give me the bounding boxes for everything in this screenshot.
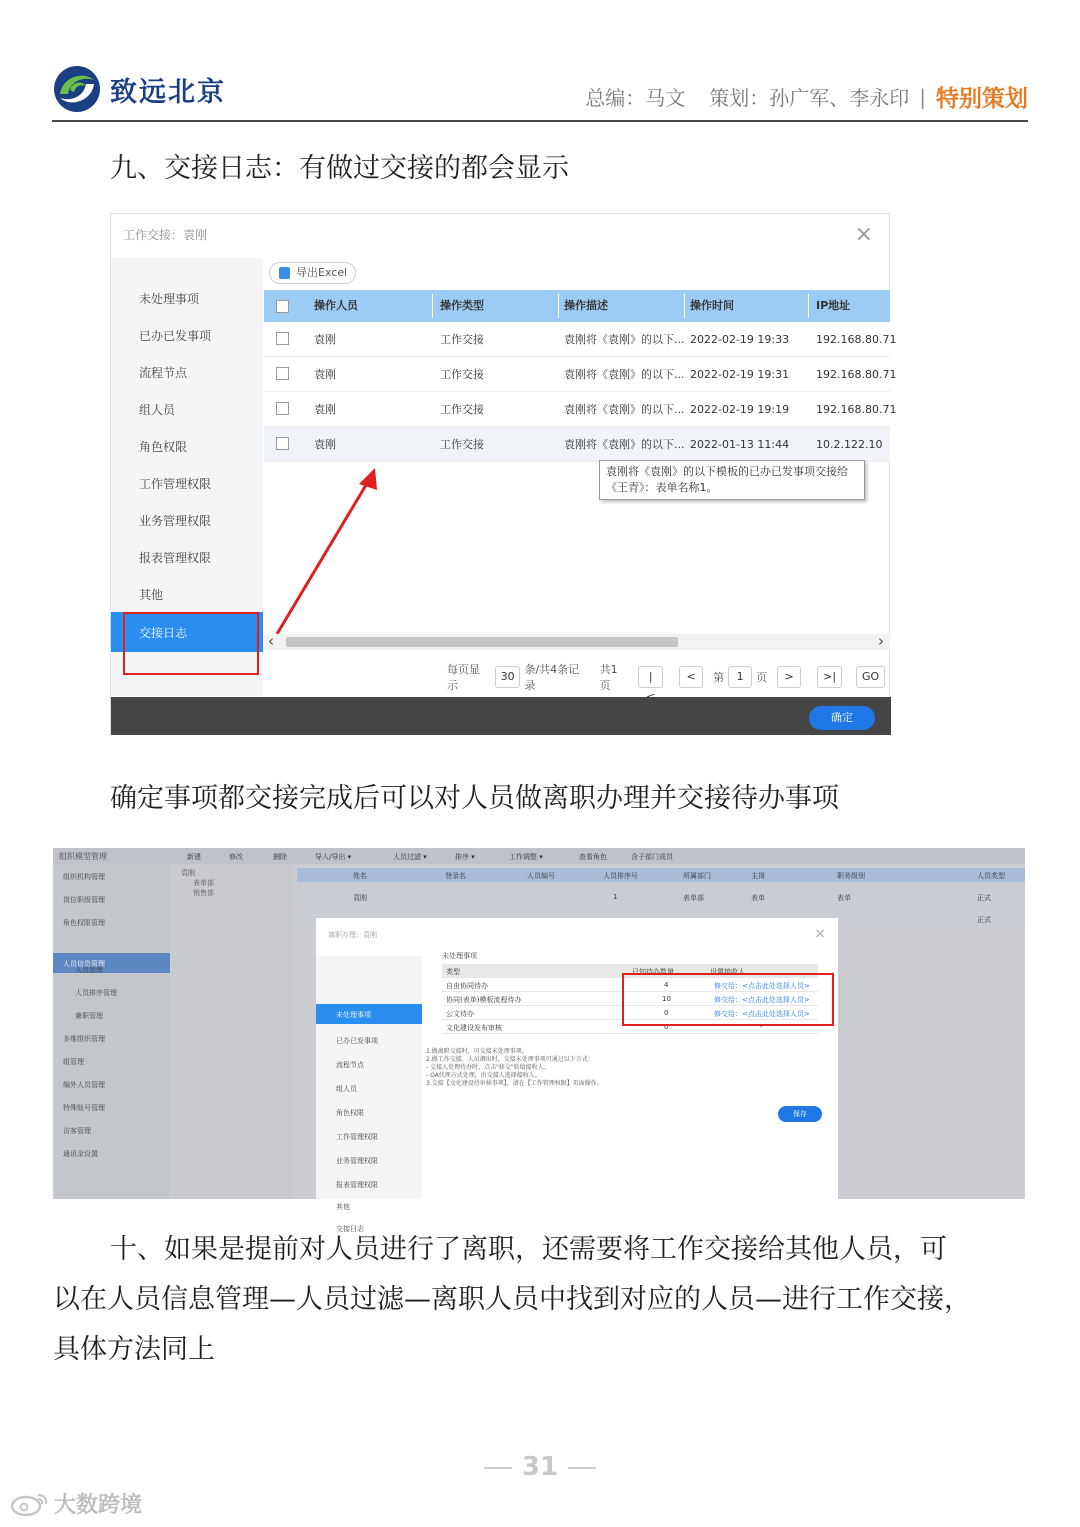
page-suffix: 页 [756,671,768,684]
paragraph-10-line1: 十、如果是提前对人员进行了离职，还需要将工作交接给其他人员，可 [110,1234,947,1265]
go-button[interactable]: GO [856,666,885,688]
nav-item[interactable]: 岗位职级管理 [63,896,105,904]
operator-cell: 袁刚 [314,403,336,416]
sidebar-item[interactable]: 组人员 [139,403,176,417]
column-header: 人员类型 [977,872,1005,880]
weibo-icon [10,1491,50,1517]
table-row[interactable]: 袁刚 1 表单部 表单 表单 正式 [297,888,1025,906]
time-cell: 2022-02-19 19:31 [690,368,790,381]
nav-item[interactable]: 角色权限管理 [63,919,105,927]
type-cell: 工作交接 [440,438,484,451]
column-header: 操作时间 [690,299,734,312]
nav-item[interactable]: 组织机构管理 [63,873,105,881]
nav-item[interactable]: 编外人员管理 [63,1081,105,1089]
table-row[interactable]: 正式 [297,910,1025,928]
column-header: 操作类型 [440,299,484,312]
pages-label: 共1页 [599,663,618,692]
sidebar-item-label: 交接日志 [139,626,188,640]
save-button[interactable]: 保存 [778,1106,822,1122]
toolbar-button[interactable]: 修改 [229,853,243,861]
modal-sidebar-item[interactable]: 报表管理权限 [336,1181,378,1189]
app-title: 组织模型管理 [59,852,107,861]
toolbar-button[interactable]: 查看角色 [579,853,607,861]
special-label: 特别策划 [936,86,1028,112]
highlight-box [123,612,259,675]
records-label: 条/共4条记录 [524,663,580,692]
org-tree [171,864,293,1199]
column-header: 人员编号 [527,872,555,880]
row-checkbox[interactable] [276,332,289,345]
modal-sidebar-item[interactable]: 已办已发事项 [336,1037,378,1045]
tree-node[interactable]: 表单部 [193,879,214,887]
logo-text: 致远北京 [110,76,226,108]
first-page-button[interactable]: | [638,666,663,688]
toolbar-button[interactable]: 新建 [187,853,201,861]
operator-cell: 袁刚 [314,333,336,346]
sidebar-item[interactable]: 流程节点 [139,366,188,380]
column-header: 姓名 [353,872,367,880]
column-header: 操作人员 [314,299,358,312]
column-header: 所属部门 [683,872,711,880]
table-row: 自由协同待办 4 修交给：<点击此处选择人员> [442,978,818,992]
modal-title: 离职办理：袁刚 [328,931,377,939]
header-credits [585,80,1028,113]
nav-item[interactable]: 特殊账号管理 [63,1104,105,1112]
people-table-header [297,868,1025,882]
select-receiver-link[interactable]: 修交给：<点击此处选择人员> [714,1010,810,1018]
toolbar-button[interactable]: 人员过滤 ▾ [393,853,427,861]
horizontal-scrollbar[interactable] [264,634,890,650]
page-prefix: 第 [713,671,725,684]
pagination [447,661,889,693]
red-arrow-icon [261,454,391,644]
app-toolbar [53,848,1025,864]
handover-log-screenshot [110,213,897,734]
export-excel-button[interactable]: 导出Excel [269,262,356,284]
prev-page-button[interactable]: < [679,666,703,688]
highlight-box [622,973,834,1026]
nav-item[interactable]: 通讯录设置 [63,1150,98,1158]
header-divider: | [919,84,926,109]
operator-cell: 袁刚 [314,438,336,451]
column-header: 人员排序号 [603,872,638,880]
time-cell: 2022-02-19 19:19 [690,403,790,416]
watermark-text: 大数跨境 [54,1493,143,1518]
paragraph-10-line2: 以在人员信息管理—人员过滤—离职人员中找到对应的人员—进行工作交接， [53,1284,971,1315]
toolbar-button[interactable]: 删除 [273,853,287,861]
table-row[interactable] [264,392,897,427]
table-row[interactable] [264,322,897,357]
nav-item[interactable]: 访客管理 [63,1127,91,1135]
scroll-thumb[interactable] [286,637,678,647]
tree-node[interactable]: 袁刚 [181,869,195,877]
modal-sidebar-item[interactable]: 角色权限 [336,1109,364,1117]
sidebar-item[interactable]: 其他 [139,588,164,602]
modal-sidebar-item[interactable]: 交接日志 [336,1225,364,1233]
table-header [264,290,890,322]
row-checkbox[interactable] [276,437,289,450]
close-icon[interactable]: × [814,926,826,942]
close-icon[interactable]: × [854,222,873,247]
select-receiver-link[interactable]: 修交给：<点击此处选择人员> [714,982,810,990]
sidebar-item[interactable]: 报表管理权限 [139,551,212,565]
modal-sidebar-item[interactable]: 业务管理权限 [336,1157,378,1165]
nav-item[interactable]: 组管理 [63,1058,84,1066]
modal-sidebar-item[interactable]: 工作管理权限 [336,1133,378,1141]
column-header: IP地址 [816,299,851,312]
toolbar-button[interactable]: 导入/导出 ▾ [315,853,352,861]
type-cell: 工作交接 [440,403,484,416]
column-header: 登录名 [445,872,466,880]
toolbar-button[interactable]: 工作调整 ▾ [509,853,543,861]
dialog-footer [111,697,891,735]
time-cell: 2022-01-13 11:44 [690,438,790,451]
table-row: 协同(表单)模板流程待办 10 修交给：<点击此处选择人员> [442,992,818,1006]
log-table [264,290,897,462]
last-page-button[interactable]: >| [817,666,842,688]
row-tooltip: 袁刚将《袁刚》的以下模板的已办已发事项交接给《王青》：表单名称1。 [599,460,865,500]
sidebar-item[interactable]: 角色权限 [139,440,188,454]
table-row[interactable] [264,357,897,392]
modal-sidebar [316,956,422,1233]
nav-subitem[interactable]: 兼职管理 [75,1012,103,1020]
nav-subitem[interactable]: 人员管理 [75,966,103,974]
dialog-title: 工作交接：袁刚 [123,228,208,242]
nav-item-active[interactable]: 人员信息管理 [53,953,170,973]
ip-cell: 192.168.80.71 [816,333,897,346]
ip-cell: 10.2.122.10 [816,438,883,451]
per-page-input[interactable]: 30 [495,666,521,688]
planner: 策划：孙广军、李永印 [709,86,910,110]
column-header: 主岗 [751,872,765,880]
logo [52,64,226,114]
modal-sidebar-item-active[interactable]: 未处理事项 [316,1004,422,1024]
confirm-button[interactable]: 确定 [809,706,875,730]
desc-cell: 袁刚将《袁刚》的以下... [564,403,685,416]
ip-cell: 192.168.80.71 [816,368,897,381]
resign-modal [316,918,838,1233]
row-checkbox[interactable] [276,402,289,415]
row-checkbox[interactable] [276,367,289,380]
sidebar-item[interactable]: 已办已发事项 [139,329,212,343]
page-header [52,62,1028,122]
sidebar-item[interactable]: 未处理事项 [139,292,200,306]
modal-sidebar-item[interactable]: 组人员 [336,1085,357,1093]
next-page-button[interactable]: > [777,666,801,688]
table-header: 类型 已知待办数量 设置接收人 [442,964,818,978]
resignation-screenshot [53,848,1025,1233]
type-cell: 工作交接 [440,333,484,346]
excel-icon [279,267,290,279]
select-all-checkbox[interactable] [276,300,289,313]
toolbar-button[interactable]: 排序 ▾ [455,853,475,861]
section-heading-9: 九、交接日志：有做过交接的都会显示 [110,153,569,184]
table-row: 公文待办 0 修交给：<点击此处选择人员> [442,1006,818,1020]
nav-item[interactable]: 多维组织管理 [63,1035,105,1043]
chief-editor: 总编：马文 [585,86,686,110]
logo-swirl-icon [52,64,102,114]
toolbar-checkbox[interactable]: 含子部门成员 [631,853,673,861]
column-header: 职务级别 [837,872,865,880]
sidebar-item[interactable]: 业务管理权限 [139,514,212,528]
sidebar-item[interactable]: 工作管理权限 [139,477,212,491]
scroll-left-icon[interactable]: ‹ [268,632,274,650]
paragraph-10-line3: 具体方法同上 [53,1334,215,1365]
table-row[interactable] [264,427,890,462]
desc-cell: 袁刚将《袁刚》的以下... [564,333,685,346]
scroll-right-icon[interactable]: › [878,632,884,650]
select-receiver-link[interactable]: 修交给：<点击此处选择人员> [714,996,810,1004]
per-page-label: 每页显示 [447,663,480,692]
section-title: 未处理事项 [442,952,477,960]
table-row: 文化建设发布审核 0 - [442,1020,818,1034]
time-cell: 2022-02-19 19:33 [690,333,790,346]
modal-sidebar-item[interactable]: 其他 [336,1203,350,1211]
page-number: 31 [0,1452,1080,1482]
operator-cell: 袁刚 [314,368,336,381]
nav-subitem[interactable]: 人员排序管理 [75,989,117,997]
tree-node[interactable]: 销售部 [193,889,214,897]
paragraph-resign: 确定事项都交接完成后可以对人员做离职办理并交接待办事项 [110,783,839,814]
page-input[interactable]: 1 [728,666,752,688]
ip-cell: 192.168.80.71 [816,403,897,416]
modal-sidebar-item[interactable]: 流程节点 [336,1061,364,1069]
desc-cell: 袁刚将《袁刚》的以下... [564,368,685,381]
type-cell: 工作交接 [440,368,484,381]
desc-cell: 袁刚将《袁刚》的以下... [564,438,685,451]
watermark [10,1488,142,1519]
column-header: 操作描述 [564,299,608,312]
app-left-nav [53,864,170,1199]
instructions: 1.做离职交接时，可交接未处理事项。 2.做工作交接，人员调出时，交接未处理事项可通过以下方式： - 交接人处理待办时，点击"移交"转给接收人； - OA代理方式处理，由交接人选择接收人。 3.交接【文化建设待审核事项】，请在【工作管理权限】页面操作。 [426,1048,603,1087]
